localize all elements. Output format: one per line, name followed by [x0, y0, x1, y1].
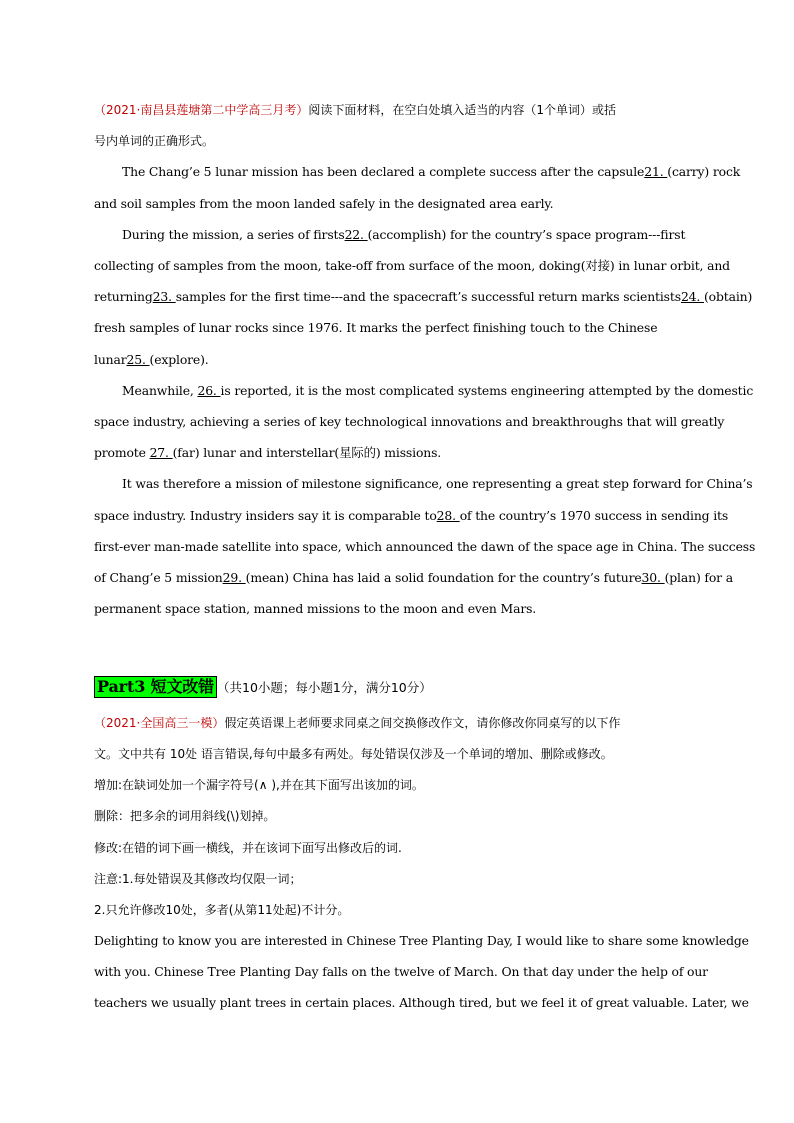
blank-23[interactable]: 23. [152, 289, 176, 304]
paragraph-line: space industry. Industry insiders say it is comparable to28. of the country’s 1970 success in sending its [94, 508, 729, 523]
blank-21[interactable]: 21. [644, 164, 668, 179]
blank-29[interactable]: 29. [222, 570, 246, 585]
paragraph-line: The Chang’e 5 lunar mission has been declared a complete success after the capsule21. (carry) rock [122, 164, 741, 179]
blank-28[interactable]: 28. [436, 508, 460, 523]
correction-instruction-line-2: 文。文中共有 10处 语言错误,每句中最多有两处。每处错误仅涉及一个单词的增加、删除或修改。 [94, 747, 613, 761]
correction-instruction-line-1: （2021·全国高三一模）假定英语课上老师要求同桌之间交换修改作文，请你修改你同桌写的以下作 [94, 716, 621, 730]
paragraph-line: returning23. samples for the first time---and the spacecraft’s successful return marks scientists24. (obtain) [94, 289, 753, 304]
rule-add: 增加:在缺词处加一个漏字符号(∧ ),并在其下面写出该加的词。 [94, 778, 424, 792]
note-2: 2.只允许修改10处，多者(从第11处起)不计分。 [94, 903, 350, 917]
part-header [94, 676, 706, 700]
source-tag: （2021·南昌县莲塘第二中学高三月考） [94, 103, 309, 117]
blank-22[interactable]: 22. [344, 227, 368, 242]
paragraph-line: first-ever man-made satellite into space, which announced the dawn of the space age in China. The success [94, 539, 756, 554]
paragraph-line: It was therefore a mission of milestone significance, one representing a great step forward for China’s [122, 476, 753, 491]
paragraph-line: and soil samples from the moon landed safely in the designated area early. [94, 196, 554, 211]
part-note: （共10小题；每小题1分，满分10分） [217, 680, 432, 695]
blank-25[interactable]: 25. [126, 352, 150, 367]
essay-line: with you. Chinese Tree Planting Day falls on the twelve of March. On that day under the help of our [94, 964, 708, 979]
cloze-instruction-line-1: （2021·南昌县莲塘第二中学高三月考）阅读下面材料，在空白处填入适当的内容（1个单词）或括 [94, 103, 616, 117]
paragraph-line: promote 27. (far) lunar and interstellar(星际的) missions. [94, 445, 442, 460]
part-label: Part3 短文改错 [94, 676, 217, 698]
essay-line: teachers we usually plant trees in certain places. Although tired, but we feel it of great valuable. Later, we [94, 995, 749, 1010]
rule-modify: 修改:在错的词下画一横线，并在该词下面写出修改后的词. [94, 841, 402, 855]
paragraph-line: space industry, achieving a series of key technological innovations and breakthroughs that will greatly [94, 414, 725, 429]
paragraph-line: During the mission, a series of firsts22. (accomplish) for the country’s space program---first [122, 227, 686, 242]
paragraph-line: lunar25. (explore). [94, 352, 209, 367]
blank-24[interactable]: 24. [680, 289, 704, 304]
paragraph-line: of Chang’e 5 mission29. (mean) China has laid a solid foundation for the country’s future30. (plan) for a [94, 570, 733, 585]
blank-30[interactable]: 30. [641, 570, 665, 585]
source-tag: （2021·全国高三一模） [94, 716, 225, 730]
paragraph-line: Meanwhile, 26. is reported, it is the most complicated systems engineering attempted by the domestic [122, 383, 754, 398]
rule-delete: 删除：把多余的词用斜线(\)划掉。 [94, 809, 276, 823]
paragraph-line: permanent space station, manned missions to the moon and even Mars. [94, 601, 537, 616]
cloze-instruction-line-2: 号内单词的正确形式。 [94, 134, 215, 148]
paragraph-line: collecting of samples from the moon, take-off from surface of the moon, doking(对接) in lunar orbit, and [94, 258, 730, 273]
paragraph-line: fresh samples of lunar rocks since 1976. It marks the perfect finishing touch to the Chinese [94, 320, 658, 335]
blank-27[interactable]: 27. [149, 445, 173, 460]
note-1: 注意:1.每处错误及其修改均仅限一词； [94, 872, 302, 886]
essay-line: Delighting to know you are interested in Chinese Tree Planting Day, I would like to share some knowledge [94, 933, 749, 948]
blank-26[interactable]: 26. [197, 383, 221, 398]
